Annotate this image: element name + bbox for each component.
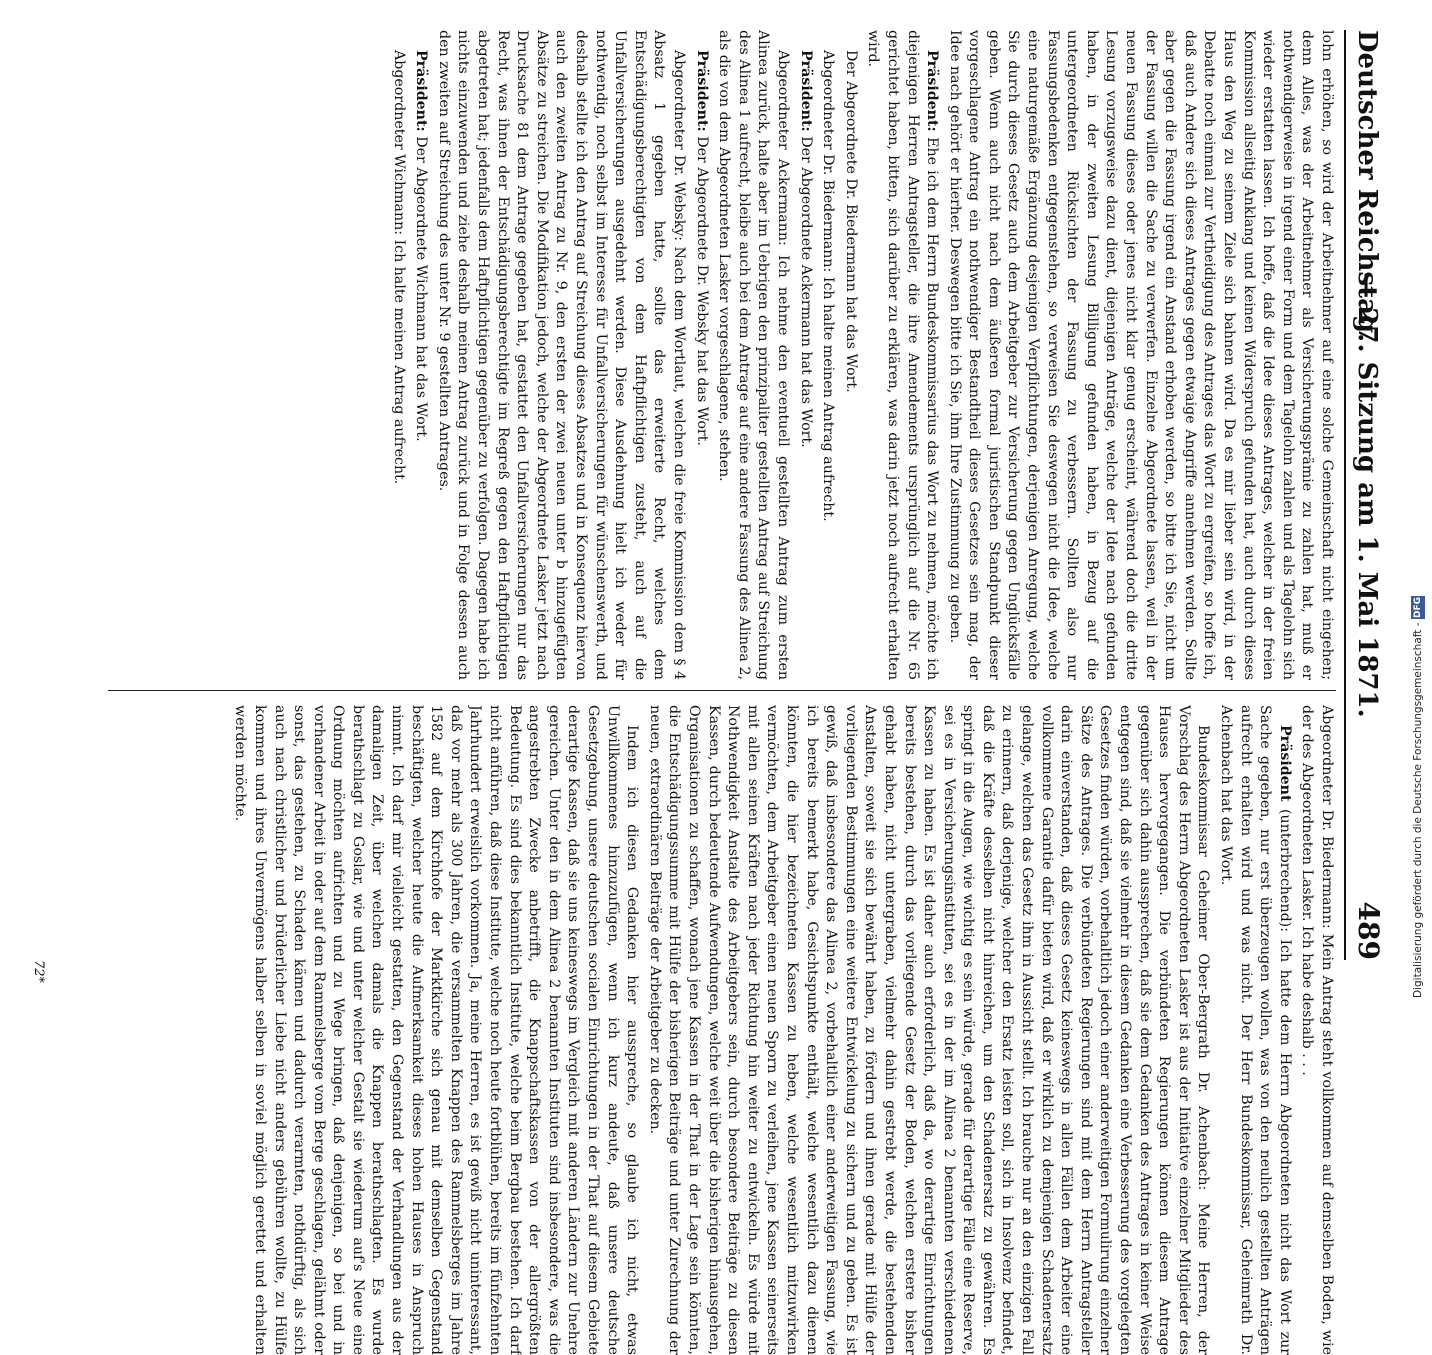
paragraph bbox=[433, 30, 688, 680]
paragraph bbox=[818, 30, 838, 680]
paragraph-text: lohn erhöhen, so wird der Arbeitnehmer auf eine solche Gemeinschaft nicht eingehen; denn Alles, was der Arbeitnehmer als Versicherungsprämie zu zahlen hat, muß er nothwendigerweise in irgend einer Form und dem Tagelohn zahlen und als Tagelohn sich wieder erstatten lassen. Ich hoffe, daß die Idee dieses Antrages, welcher in der freien Kommission allseitig Anklang und keinen Widerspruch gefunden hat, auch durch dieses Haus den Weg zu seinem Ziele sich bahnen wird. Da es mir lieber sein wird, in der Debatte noch einmal zur Vertheidigung des Antrages das Wort zu ergreifen, so hoffe ich, daß auch Andere sich dieses Antrages gegen etwaige Angriffe annehmen werden. Sollte aber gegen die Fassung irgend ein Anstand erhoben werden, so bitte ich Sie, nicht um der Fassung willen die Sache zu verwerfen. Einzelne Abgeordnete lassen, weil in der neuen Fassung dieses oder jenes nicht klar genug erscheint, während doch die dritte Lesung vorzugsweise dazu dient, diejenigen Anträge, welche der Idee nach gefunden haben, in der zweiten Lesung Billigung gefunden haben, in Bezug auf die untergeordneten Rücksichten der Fassung zu verbessern. Sollten also nur Fassungsbedenken entgegenstehen, so verweisen Sie deswegen nicht die Idee, welche eine naturgemäße Ergänzung desjenigen Verpflichtungen, derjenigen Anregung, welche Sie durch dieses Gesetz auch dem Arbeitgeber zur Versicherung gegen Unglücksfälle geben. Wenn auch nicht nach dem äußeren formal juristischen Standpunkt dieser vorgeschlagene Antrag ein nothwendiger Bestandtheil dieses Gesetzes sein mag, der Idee nach gehört er hierher. Deswegen bitte ich Sie, ihm Ihre Zustimmung zu geben. bbox=[946, 30, 1335, 680]
paragraph bbox=[644, 705, 1212, 1355]
paragraph bbox=[840, 30, 860, 680]
column-divider bbox=[108, 690, 1336, 691]
paragraph-text: (unterbrechend): Ich hatte dem Herrn Abgeordneten nicht das Wort zur Sache gegeben, nur erst überzeugen wollen, was von den neulich gestellten Anträgen aufrecht erhalten wird und was nicht. Der Herr Bundeskommissar, Geheimrath Dr. Achenbach hat das Wort. bbox=[1218, 705, 1293, 1355]
paragraph-text: Abgeordneter Wichmann: Ich halte meinen Antrag aufrecht. bbox=[390, 50, 407, 485]
paragraph-text: Indem ich diesen Gedanken hier ausspreche, so glaube ich nicht, etwas Unwillkommenes hinzuzufügen, wenn ich kurz andeute, daß unsere deutsche Gesetzgebung, unsere deutschen socialen Einrichtungen in der That auf diesem Gebiete derartige Kassen, daß sie uns keineswegs im Vergleich mit anderen Ländern zur Unehre gereichen. Unter den in dem Alinea 2 benannten Instituten sind insbesondere, was die angestrebten Zwecke anbetrifft, die Knappschaftskassen von der allergrößten Bedeutung. Es sind dies bekanntlich Institute, welche beim Bergbau bestehen. Ich darf nicht anführen, daß diese Institute, welche noch heute fortblühen, bereits im fünfzehnten Jahrhundert erweislich vorkommen. Ja, meine Herren, es ist gewiß nicht uninteressant, daß vor mehr als 300 Jahren, die versammelten Knappen des Rammelsberges im Jahre 1582 auf dem Kirchhofe der Marktkirche sich genau mit demselben Gegenstand beschäftigten, welcher heute die Aufmerksamkeit dieses hohen Hauses in Anspruch nimmt. Ich darf mir vielleicht gestatten, den Gegenstand der Verhandlungen aus der damaligen Zeit, über welchen damals die Knappen berathschlagten. Es wurde berathschlagt zu Goslar, wie und unter welcher Gestalt sie wiederum auf's Neue eine Ordnung möchten aufrichten und zu Wege bringen, daß denjenigen, so bei und in vorhandener Arbeit in oder auf dem Rammelsberge vom Berge geschlagen, gelähmt oder sonst, das gestehen, zu Schaden kämen und dadurch verarmten, nothdürftig, als sich auch nach christlicher und brüderlicher Liebe nicht anders gebühren wollte, zu Hülfe kommen und ihres Unvermögens halber selben in soviel möglich gerettet und erhalten werden möchte. bbox=[232, 705, 641, 1355]
paragraph-text: Bundeskommissar Geheimer Ober-Bergrath Dr. Achenbach: Meine Herren, der Vorschlag des Herrn Abgeordneten Lasker ist aus der Initiative einzelner Mitglieder des Hauses hervorgegangen. Die verbündeten Regierungen können diesem Antrage gegenüber sich dahin aussprechen, daß sie dem Gedanken des Antrages in keiner Weise entgegen sind, daß sie vielmehr in diesem Gedanken eine Verbesserung des vorgelegten Gesetzes finden würden, vorbehaltlich jedoch einer anderweitigen Formulirung einzelner Sätze des Antrages. Die verbündeten Regierungen sind mit dem Herrn Antragsteller darin einverstanden, daß dieses Gesetz keineswegs in allen Fällen dem Arbeiter eine vollkommene Garantie dafür bieten wird, daß er wirklich zu demjenigen Schadenersatz gelange, welchen das Gesetz ihm in Aussicht stellt. Ich brauche nur an den einzigen Fall zu erinnern, daß derjenige, welcher den Ersatz leisten soll, sich in Insolvenz befindet, daß die Kräfte desselben nicht hinreichen, um den Schadenersatz zu gewähren. Es springt in die Augen, wie wichtig es sein würde, gerade für derartige Fälle eine Reserve, sei es in Versicherungsinstituten, sei es in der im Alinea 2 benannten verschiedenen Kassen zu haben. Es ist daher auch erforderlich, daß da, wo derartige Einrichtungen bereits bestehen, durch das vorliegende Gesetz der Boden, welchen erstere bisher gehabt haben, nicht untergraben, vielmehr dahin gestrebt werde, die bestehenden Anstalten, soweit sie sich bewährt haben, zu fördern und ihnen gerade mit Hülfe der vorliegenden Bestimmungen eine weitere Entwickelung zu sichern und zu geben. Es ist gewiß, daß insbesondere das Alinea 2, vorbehaltlich einer anderweitigen Fassung, wie ich bereits bemerkt habe, Gesichtspunkte enthält, welche wesentlich dazu dienen könnten, die hier bezeichneten Kassen zu heben, welche wesentlich mitzuwirken vermöchten, dem Arbeitgeber einen neuen Sporn zu verleihen, jene Kassen seinerseits mit allen seinen Kräften nach jeder Richtung hin weiter zu entwickeln. Es würde mit Nothwendigkeit Anstalte des Arbeitgebers sein, durch besondere Beiträge zu diesen Kassen, durch bedeutende Aufwendungen, welche weit über die bisherigen hinausgehen, Organisationen zu schaffen, wonach jene Kassen in der That in der Lage sein könnten, die Entschädigungssumme mit Hülfe der bisherigen Beiträge und unter Zurechnung der neuen, extraordinären Beiträge der Arbeitgeber zu decken. bbox=[646, 705, 1212, 1355]
page-number: 489 bbox=[1352, 901, 1385, 960]
session-title: — 27. Sitzung am 1. Mai 1871. bbox=[1352, 272, 1382, 718]
paragraph-text: Abgeordneter Dr. Websky: Nach dem Wortlaut, welchen die freie Kommission dem § 4 Absatz 1 gegeben hatte, sollte das erweiterte Recht, welches dem Entschädigungsberechtigten von dem Haftpflichtigen zusteht, auch auf die Unfallversicherungen ausgedehnt werden. Diese Ausdehnung hielt ich weder für nothwendig, noch selbst im Interesse für Unfallversicherungen für wünschenswerth, und deshalb stellte ich den Antrag auf Streichung dieses Absatzes und in Konsequenz hiervon auch den zweiten Antrag zu Nr. 9, den ersten der zwei neuen unter b hinzugefügten Absätze zu streichen. Die Modifikation jedoch, welche der Abgeordnete Lasker jetzt nach Drucksache 81 dem Antrage gegeben hat, gestattet den Unfallversicherungen nur das Recht, was ihnen der Entschädigungsberechtigte im Regreß gegen den Haftpflichtigen abgetreten hat; jedenfalls dem Haftpflichtigen gegenüber zu verfolgen. Dagegen habe ich nichts einzuwenden und ziehe deshalb meinen Antrag zurück und in Folge dessen auch den zweiten auf Streichung des unter Nr. 9 gestellten Antrages. bbox=[435, 30, 687, 680]
paragraph bbox=[1215, 705, 1293, 1355]
paragraph-text: Ehe ich dem Herrn Bundeskommissarius das Wort zu nehmen, möchte ich diejenigen Herren Antragsteller, die ihre Amendements ursprünglich auf die Nr. 65 gerichtet haben, bitten, sich darüber zu erklären, was darin jetzt noch aufrecht erhalten wird. bbox=[865, 30, 941, 680]
digitization-credit bbox=[1412, 8, 1428, 998]
paragraph-text: Abgeordneter Ackermann: Ich nehme den eventuell gestellten Antrag zum ersten Alinea zurück, halte aber im Uebrigen den prinzipaliter gestellten Antrag auf Streichung des Alinea 1 aufrecht, bleibe auch bei dem Antrage auf eine andere Fassung des Alinea 2, als die von dem Abgeordneten Lasker vorgeschlagene, stehen. bbox=[716, 30, 791, 680]
paragraph bbox=[411, 30, 431, 680]
text-column-left bbox=[108, 30, 1336, 680]
paragraph-text: Der Abgeordnete Dr. Biedermann hat das Wort. bbox=[842, 50, 859, 393]
paragraph-text: Der Abgeordnete Wichmann hat das Wort. bbox=[413, 136, 430, 442]
paragraph-text: Abgeordneter Dr. Biedermann: Mein Antrag steht vollkommen auf demselben Boden, wie der des Abgeordneten Lasker. Ich habe deshalb . . . bbox=[1299, 705, 1335, 1355]
paragraph bbox=[714, 30, 792, 680]
credit-text: Digitalisierung gefördert durch die Deutsche Forschungsgemeinschaft - bbox=[1412, 622, 1424, 998]
paragraph-text: Der Abgeordnete Dr. Websky hat das Wort. bbox=[693, 136, 710, 446]
speaker-label: Präsident bbox=[1276, 725, 1293, 802]
newspaper-title: Deutscher Reichstag. bbox=[1352, 30, 1382, 343]
paragraph bbox=[944, 30, 1336, 680]
paragraph bbox=[795, 30, 815, 680]
paragraph bbox=[691, 30, 711, 680]
paragraph bbox=[863, 30, 941, 680]
speaker-label: Präsident: bbox=[413, 50, 430, 132]
paragraph bbox=[230, 705, 641, 1355]
paragraph-text: Abgeordneter Dr. Biedermann: Ich halte meinen Antrag aufrecht. bbox=[820, 50, 837, 522]
speaker-label: Präsident: bbox=[924, 50, 941, 132]
dfg-logo: DFG bbox=[1413, 597, 1423, 619]
page-header bbox=[1344, 30, 1410, 960]
signature-mark: 72* bbox=[31, 960, 46, 984]
speaker-label: Präsident: bbox=[797, 50, 814, 132]
paragraph bbox=[388, 30, 408, 680]
paragraph-text: Der Abgeordnete Ackermann hat das Wort. bbox=[797, 136, 814, 448]
speaker-label: Präsident: bbox=[693, 50, 710, 132]
text-column-right bbox=[108, 705, 1336, 1355]
paragraph bbox=[1297, 705, 1336, 1355]
